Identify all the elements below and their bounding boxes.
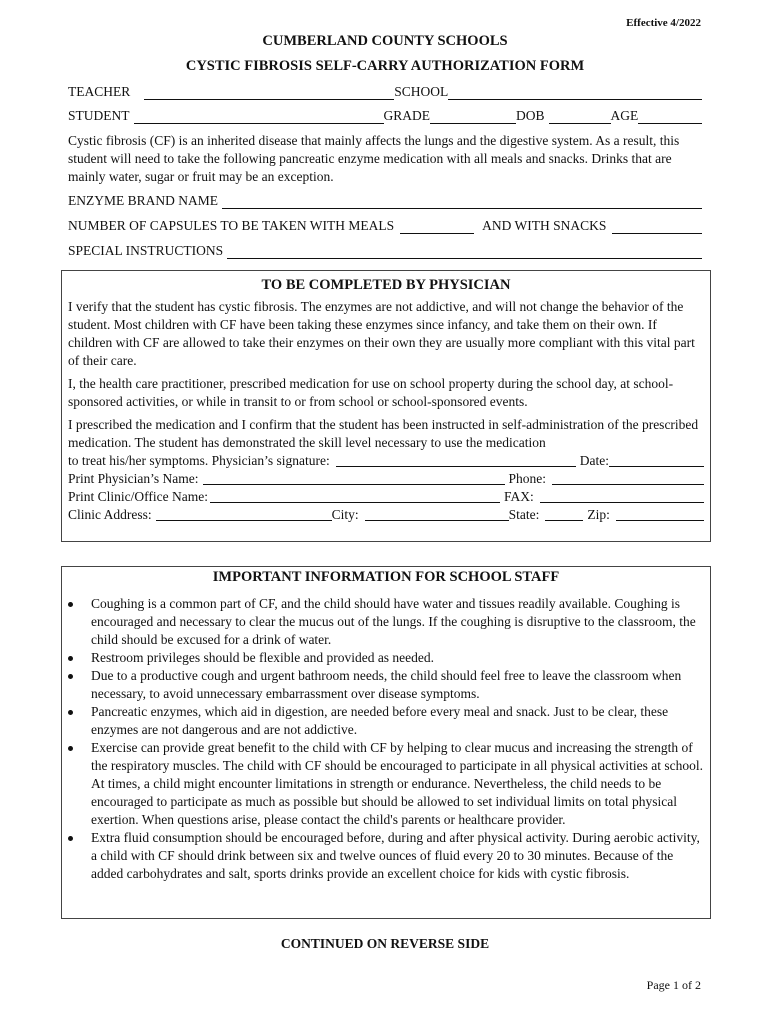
teacher-field[interactable] xyxy=(144,85,394,100)
staff-info-list xyxy=(62,595,710,883)
clinic-name-field[interactable] xyxy=(210,488,500,503)
age-field[interactable] xyxy=(638,109,702,124)
bullet-icon xyxy=(68,602,73,607)
with-snacks-label: AND WITH SNACKS xyxy=(482,218,607,233)
clinic-address-row xyxy=(68,506,704,524)
date-field[interactable] xyxy=(609,452,704,467)
staff-heading: IMPORTANT INFORMATION FOR SCHOOL STAFF xyxy=(212,569,560,585)
student-row xyxy=(68,104,702,124)
student-label: STUDENT xyxy=(68,108,130,123)
signature-row xyxy=(68,452,704,470)
school-field[interactable] xyxy=(448,85,702,100)
page-number: Page 1 of 2 xyxy=(646,978,701,992)
physician-name-field[interactable] xyxy=(203,470,505,485)
bullet-icon xyxy=(68,836,73,841)
special-instructions-row xyxy=(68,239,702,259)
intro-paragraph: Cystic fibrosis (CF) is an inherited disease that mainly affects the lungs and the digestive system. As a result, this student will need to take the following pancreatic enzyme medication with all meals and snacks. Drinks that are mainly water, sugar or fruit may be an exception. xyxy=(68,133,680,184)
capsules-meals-field[interactable] xyxy=(400,219,474,234)
effective-date: Effective 4/2022 xyxy=(626,17,701,29)
bullet-icon xyxy=(68,746,73,751)
special-instructions-field[interactable] xyxy=(227,244,702,259)
list-item: Extra fluid consumption should be encouraged before, during and after physical activity. During aerobic activity, a child with CF should drink between six and twelve ounces of fluid every 20 to 30 minutes. Because of the added carbohydrates and salt, sports drinks provide an excellent choice for kids with cystic fibrosis. xyxy=(62,829,704,883)
list-item: Due to a productive cough and urgent bathroom needs, the child should feel free to leave the classroom when necessary, to avoid unnecessary embarrassment over disease symptoms. xyxy=(62,667,704,703)
date-label: Date: xyxy=(579,453,609,468)
special-instructions-label: SPECIAL INSTRUCTIONS xyxy=(68,243,224,258)
age-label: AGE xyxy=(610,108,639,123)
clinic-address-field[interactable] xyxy=(156,506,332,521)
capsules-row xyxy=(68,214,702,234)
continued-notice: CONTINUED ON REVERSE SIDE xyxy=(280,936,490,951)
physician-section xyxy=(61,270,711,542)
fax-field[interactable] xyxy=(540,488,704,503)
bullet-icon xyxy=(68,674,73,679)
state-field[interactable] xyxy=(545,506,583,521)
list-item: Restroom privileges should be flexible and provided as needed. xyxy=(62,649,704,667)
zip-field[interactable] xyxy=(616,506,704,521)
signature-label: to treat his/her symptoms. Physician’s signature: xyxy=(68,453,330,468)
teacher-school-row xyxy=(68,80,702,100)
physician-prescription-text: I, the health care practitioner, prescribed medication for use on school property during the school day, at school-sponsored activities, or while in transit to or from school or school-sponsored events. xyxy=(68,376,674,409)
dob-label: DOB xyxy=(516,108,545,123)
physician-verification-text: I verify that the student has cystic fibrosis. The enzymes are not addictive, and will not change the behavior of the student. Most children with CF have been taking these enzymes since infancy, and take them on their own. If children with CF are allowed to take their enzymes on their own they are usually more compliant with this vital part of their care. xyxy=(68,299,695,368)
clinic-address-label: Clinic Address: xyxy=(68,507,152,522)
clinic-name-row xyxy=(68,488,704,506)
enzyme-brand-row xyxy=(68,189,702,209)
enzyme-brand-label: ENZYME BRAND NAME xyxy=(68,193,218,208)
school-staff-section xyxy=(61,566,711,919)
signature-field[interactable] xyxy=(336,452,576,467)
city-field[interactable] xyxy=(365,506,509,521)
organization-title: CUMBERLAND COUNTY SCHOOLS xyxy=(262,33,508,49)
state-label: State: xyxy=(508,507,540,522)
grade-field[interactable] xyxy=(430,109,516,124)
physician-name-label: Print Physician’s Name: xyxy=(68,471,199,486)
teacher-label: TEACHER xyxy=(68,84,131,99)
enzyme-brand-field[interactable] xyxy=(222,194,702,209)
form-title: CYSTIC FIBROSIS SELF-CARRY AUTHORIZATION FORM xyxy=(185,58,585,74)
physician-heading: TO BE COMPLETED BY PHYSICIAN xyxy=(261,277,511,293)
school-label: SCHOOL xyxy=(394,84,449,99)
zip-label: Zip: xyxy=(587,507,610,522)
capsules-snacks-field[interactable] xyxy=(612,219,702,234)
clinic-name-label: Print Clinic/Office Name: xyxy=(68,489,208,504)
list-item: Pancreatic enzymes, which aid in digestion, are needed before every meal and snack. Just to be clear, these enzymes are not dangerous and are not addictive. xyxy=(62,703,704,739)
fax-label: FAX: xyxy=(503,489,534,504)
bullet-icon xyxy=(68,656,73,661)
city-label: City: xyxy=(331,507,359,522)
phone-field[interactable] xyxy=(552,470,704,485)
phone-label: Phone: xyxy=(508,471,547,486)
physician-name-row xyxy=(68,470,704,488)
dob-field[interactable] xyxy=(549,109,611,124)
capsules-meals-label: NUMBER OF CAPSULES TO BE TAKEN WITH MEALS xyxy=(68,218,395,233)
student-field[interactable] xyxy=(134,109,384,124)
list-item: Coughing is a common part of CF, and the child should have water and tissues readily available. Coughing is encouraged and necessary to clear the mucus out of the lungs. If the coughing is disruptive to the classroom, the child should be excused for a drink of water. xyxy=(62,595,704,649)
grade-label: GRADE xyxy=(383,108,430,123)
physician-confirmation-text: I prescribed the medication and I confirm that the student has been instructed in self-administration of the prescribed medication. The student has demonstrated the skill level necessary to use the medication xyxy=(68,417,699,450)
bullet-icon xyxy=(68,710,73,715)
list-item: Exercise can provide great benefit to the child with CF by helping to clear mucus and increasing the strength of the respiratory muscles. The child with CF should be encouraged to participate in all physical activities at school. At times, a child might encounter limitations in strength or endurance. Nevertheless, the child needs to be encouraged to participate as much as possible but should be allowed to set individual limits on total physical exertion. When questions arise, please contact the child's parents or healthcare provider. xyxy=(62,739,704,829)
